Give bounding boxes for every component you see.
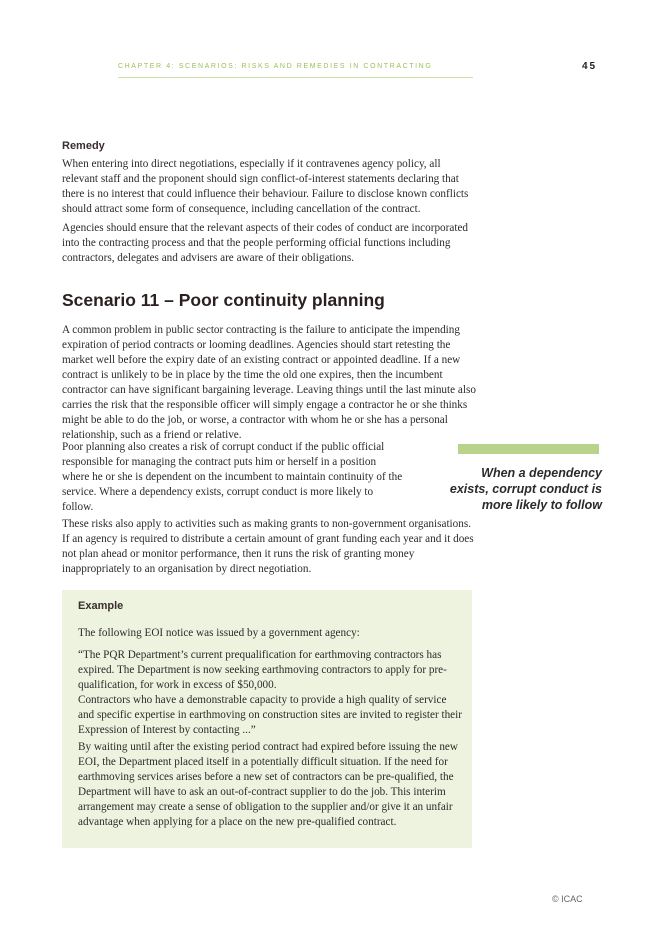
copyright-footer: © ICAC (552, 894, 583, 904)
running-header: CHAPTER 4: SCENARIOS: RISKS AND REMEDIES IN CONTRACTING (118, 63, 433, 70)
remedy-heading: Remedy (62, 140, 105, 152)
scenario-paragraph-2: Poor planning also creates a risk of corrupt conduct if the public official responsible for managing the contract puts him or herself in a position where he or she is dependent on the incumbent to maintain continuity of the service. Where a dependency exists, corrupt conduct is more likely to follow. (62, 441, 403, 513)
remedy-paragraph-1: When entering into direct negotiations, especially if it contravenes agency policy, all relevant staff and the proponent should sign conflict-of-interest statements declaring that there is no interest that could influence their behaviour. Failure to disclose known conflicts should attract some form of consequence, including cancellation of the contract. (62, 158, 469, 215)
example-paragraph-1: The following EOI notice was issued by a government agency: (78, 627, 360, 639)
page-number: 45 (582, 61, 598, 72)
pull-quote-bar (458, 444, 599, 454)
example-heading: Example (78, 600, 124, 612)
pull-quote: When a dependency exists, corrupt conduct is more likely to follow (449, 466, 602, 512)
header-divider (118, 77, 473, 78)
example-paragraph-3: Contractors who have a demonstrable capacity to provide a high quality of service and specific expertise in earthmoving on construction sites are invited to register their Expression of Interest by contacting ...” (78, 694, 462, 736)
example-paragraph-2: “The PQR Department’s current prequalification for earthmoving contractors has expired. The Department is now seeking earthmoving contractors to apply for pre-qualification, for work in excess of $50,000. (78, 649, 447, 691)
remedy-paragraph-2: Agencies should ensure that the relevant aspects of their codes of conduct are incorporated into the contracting process and that the people performing official functions including contractors, delegates and advisers are aware of their obligations. (62, 222, 469, 264)
scenario-paragraph-3: These risks also apply to activities such as making grants to non-government organisations. If an agency is required to distribute a certain amount of grant funding each year and it does not plan ahead or monitor performance, then it runs the risk of granting money inappropriately to an organisation by direct negotiation. (62, 518, 474, 575)
scenario-paragraph-1: A common problem in public sector contracting is the failure to anticipate the impending expiration of period contracts or looming deadlines. Agencies should start retesting the market well before the expiry date of an existing contract or appointed deadline. If a new contract is unlikely to be in place by the time the old one expires, then the incumbent contractor can have significant bargaining leverage. Leaving things until the last minute also carries the risk that the responsible officer will simply engage a contractor he or she thinks might be able to do the job, or worse, a contractor with whom he or she has a personal relationship, such as a friend or relative. (62, 324, 476, 441)
scenario-title: Scenario 11 – Poor continuity planning (62, 290, 385, 310)
example-paragraph-4: By waiting until after the existing period contract had expired before issuing the new EOI, the Department placed itself in a potentially difficult situation. If the need for earthmoving services arises before a new set of contractors can be pre-qualified, the Department will have to ask an out-of-contract supplier to do the job. This interim arrangement may create a sense of obligation to the supplier and/or give it an unfair advantage when applying for a place on the new pre-qualified contract. (78, 741, 458, 828)
